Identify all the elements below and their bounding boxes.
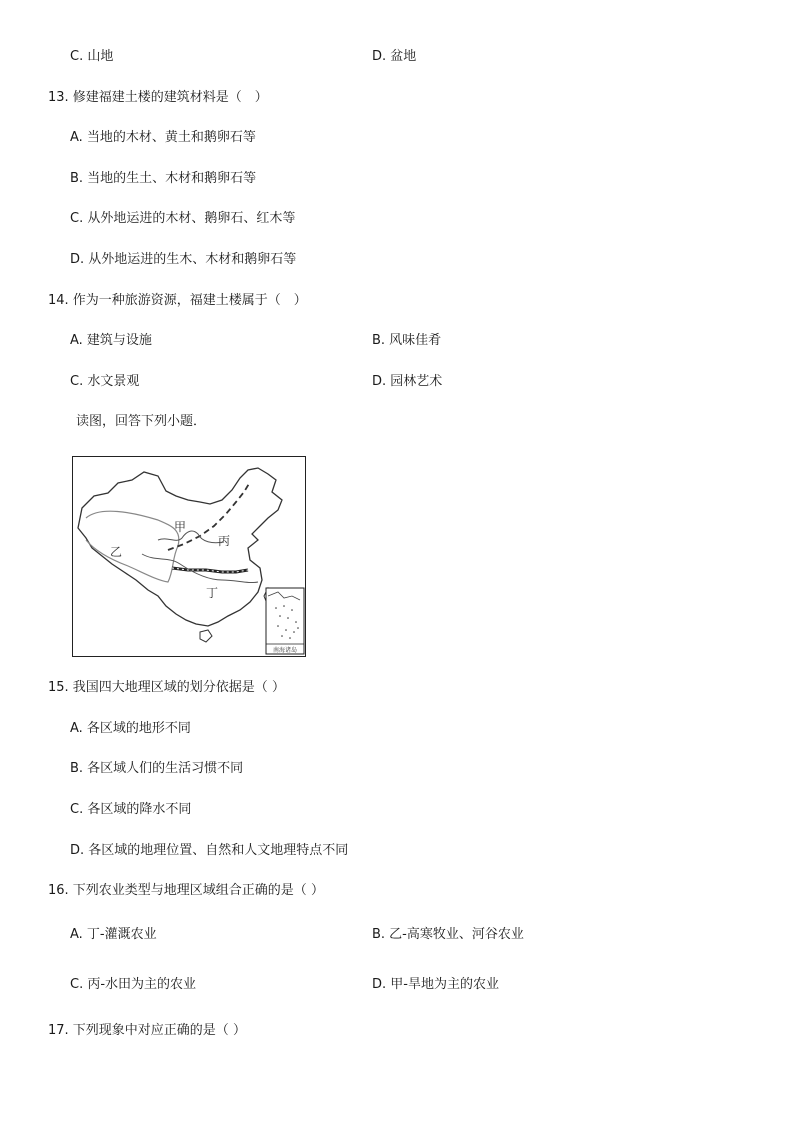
china-map-svg	[72, 456, 306, 657]
inset-label: 南海诸岛	[272, 647, 298, 654]
q14-option-a: A. 建筑与设施	[70, 333, 152, 348]
q15-option-c: C. 各区域的降水不同	[70, 802, 192, 817]
q15-option-a: A. 各区域的地形不同	[70, 721, 191, 736]
q16-stem: 16. 下列农业类型与地理区域组合正确的是（ ）	[48, 883, 324, 898]
q14-option-c: C. 水文景观	[70, 374, 140, 389]
q14-option-d: D. 园林艺术	[372, 374, 443, 389]
q13-option-a: A. 当地的木材、黄土和鹅卵石等	[70, 130, 256, 145]
q14-option-b: B. 风味佳肴	[372, 333, 442, 348]
q14-stem: 14. 作为一种旅游资源，福建土楼属于（ ）	[48, 293, 307, 308]
q12-option-c: C. 山地	[70, 49, 114, 64]
q13-option-b: B. 当地的生土、木材和鹅卵石等	[70, 171, 257, 186]
q16-option-b: B. 乙-高寒牧业、河谷农业	[372, 927, 524, 942]
q15-option-b: B. 各区域人们的生活习惯不同	[70, 761, 244, 776]
q13-option-c: C. 从外地运进的木材、鹅卵石、红木等	[70, 211, 296, 226]
q13-option-d: D. 从外地运进的生木、木材和鹅卵石等	[70, 252, 297, 267]
q15-option-d: D. 各区域的地理位置、自然和人文地理特点不同	[70, 843, 349, 858]
region-label-bing: 丙	[218, 534, 231, 548]
q16-option-d: D. 甲-旱地为主的农业	[372, 977, 499, 992]
region-label-yi: 乙	[110, 545, 123, 559]
region-label-jia: 甲	[174, 520, 187, 534]
china-region-map	[72, 456, 306, 657]
q13-stem: 13. 修建福建土楼的建筑材料是（ ）	[48, 90, 268, 105]
region-label-ding: 丁	[206, 586, 219, 600]
q15-stem: 15. 我国四大地理区域的划分依据是（ ）	[48, 680, 285, 695]
q17-stem: 17. 下列现象中对应正确的是（ ）	[48, 1023, 246, 1038]
q16-option-a: A. 丁-灌溉农业	[70, 927, 157, 942]
map-intro: 读图，回答下列小题．	[76, 414, 207, 429]
q12-option-d: D. 盆地	[372, 49, 417, 64]
q16-option-c: C. 丙-水田为主的农业	[70, 977, 197, 992]
